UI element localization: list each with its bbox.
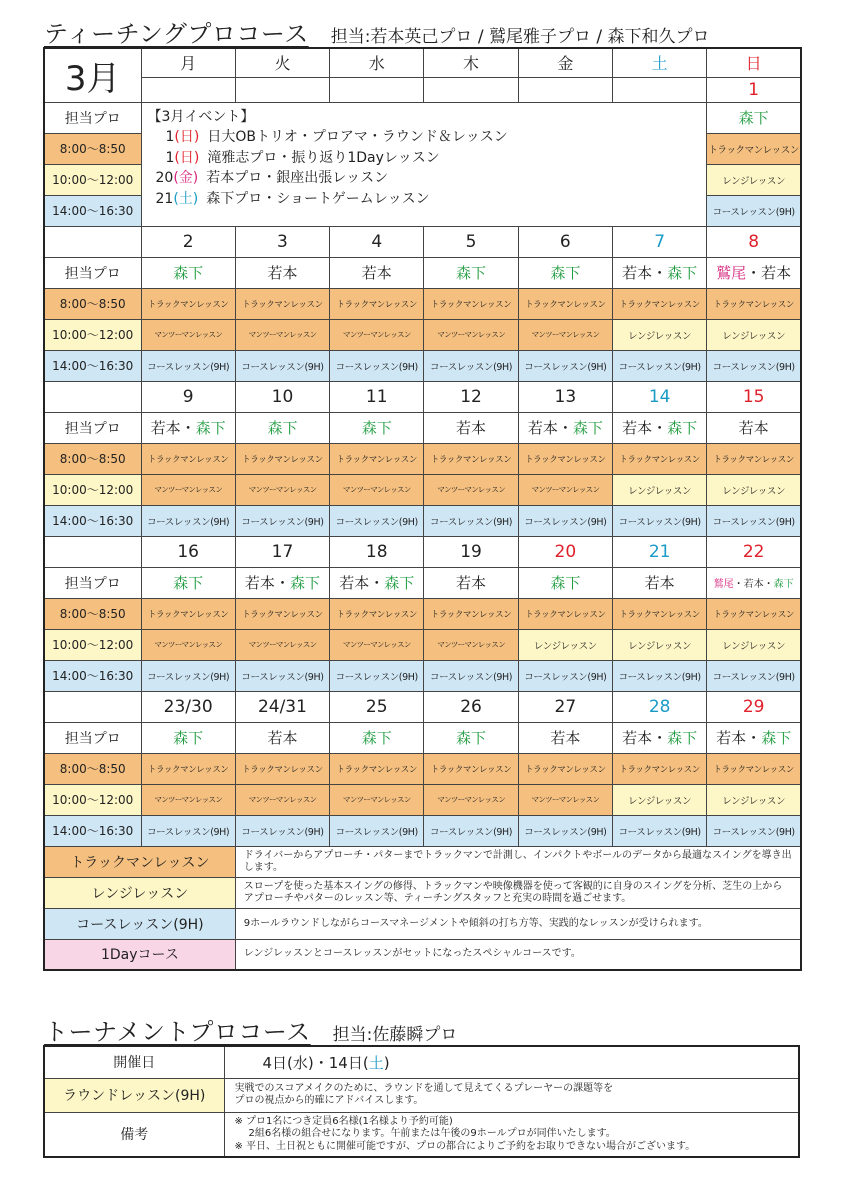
lesson-cell: コースレッスン(9H) [141,505,235,536]
pro-label: 担当プロ [44,102,141,133]
lesson-cell: トラックマンレッスン [707,753,801,784]
pro-name: 森下 [761,729,792,747]
pro-cell [235,412,329,443]
pro-name: 森下 [550,264,581,282]
round-lesson-label: ラウンドレッスン(9H) [44,1078,224,1112]
time-slot-label: 8:00～8:50 [44,288,141,319]
event-open: ( [174,129,180,145]
pro-name: 森下 [773,579,794,590]
events-box [141,102,707,226]
time-slot-label: 8:00～8:50 [44,133,141,164]
tournament-dates [224,1046,799,1078]
event-text: 滝雅志プロ・振り返り1Dayレッスン [207,149,440,166]
pro-name: 森下 [550,574,581,592]
empty-date-cell [518,77,612,102]
date-cell: 29 [707,691,801,722]
lesson-cell: レンジレッスン [707,474,801,505]
lesson-cell: トラックマンレッスン [424,598,518,629]
lesson-cell: マンツーマンレッスン [235,784,329,815]
pro-cell [612,257,706,288]
legend-name: トラックマンレッスン [44,846,235,877]
tournament-instructor: 担当:佐藤瞬プロ [332,1025,458,1045]
lesson-cell: コースレッスン(9H) [518,660,612,691]
empty-date-cell [235,77,329,102]
lesson-cell: コースレッスン(9H) [518,350,612,381]
legend-name: 1Dayコース [44,939,235,970]
time-slot-label: 14:00～16:30 [44,350,141,381]
lesson-cell: レンジレッスン [612,474,706,505]
lesson-cell: マンツーマンレッスン [518,474,612,505]
event-open: ( [173,170,179,186]
pro-cell [707,257,801,288]
time-slot-label: 10:00～12:00 [44,164,141,195]
time-slot-label: 8:00～8:50 [44,753,141,784]
time-slot-label: 10:00～12:00 [44,629,141,660]
week-spacer [44,226,141,257]
date-cell: 26 [424,691,518,722]
pro-name: 森下 [361,729,392,747]
lesson-cell: マンツーマンレッスン [424,784,518,815]
lesson-cell: トラックマンレッスン [707,443,801,474]
time-slot-label: 14:00～16:30 [44,815,141,846]
lesson-cell: コースレッスン(9H) [612,815,706,846]
lesson-cell: コースレッスン(9H) [707,505,801,536]
pro-name: 若本 [644,574,675,592]
lesson-cell: トラックマンレッスン [518,753,612,784]
events-list [148,127,701,209]
lesson-cell: トラックマンレッスン [330,598,424,629]
event-item [148,127,701,148]
lesson-cell: コースレッスン(9H) [518,505,612,536]
events-header: 【3月イベント】 [147,108,255,125]
pro-name: ・ [652,729,668,747]
event-close: ) [192,170,199,186]
legend-description: 9ホールラウンドしながらコースマネージメントや傾斜の打ち方等、実践的なレッスンが受けられます。 [235,908,801,939]
pro-name: 森下 [173,574,204,592]
pro-cell [424,722,518,753]
pro-name: 若本 [716,729,747,747]
lesson-cell: コースレッスン(9H) [612,660,706,691]
pro-name: ・ [652,419,668,437]
lesson-cell: コースレッスン(9H) [612,350,706,381]
lesson-cell: トラックマンレッスン [424,288,518,319]
pro-cell [235,257,329,288]
pro-name: 若本 [456,419,487,437]
pro-cell [612,567,706,598]
time-slot-label: 8:00～8:50 [44,443,141,474]
pro-cell [707,722,801,753]
event-item [148,168,701,189]
empty-date-cell [612,77,706,102]
pro-name: 若本 [339,574,370,592]
pro-label: 担当プロ [44,722,141,753]
lesson-cell: トラックマンレッスン [141,288,235,319]
lesson-cell: トラックマンレッスン [707,598,801,629]
lesson-cell: トラックマンレッスン [235,753,329,784]
legend-name: レンジレッスン [44,877,235,908]
lesson-cell: トラックマンレッスン [707,133,801,164]
pro-name: 森下 [267,419,298,437]
pro-cell [518,722,612,753]
lesson-cell: トラックマンレッスン [235,598,329,629]
note-line: 2組6名様の組合せになります。午前または午後の9ホールプロが同伴いたします。 [248,1128,616,1139]
event-day: 20 [155,170,174,186]
lesson-cell: トラックマンレッスン [141,598,235,629]
pro-cell [707,567,801,598]
time-slot-label: 14:00～16:30 [44,505,141,536]
date-cell: 2 [141,226,235,257]
lesson-cell: レンジレッスン [612,319,706,350]
time-slot-label: 10:00～12:00 [44,784,141,815]
event-item [148,189,701,210]
pro-cell: 森下 [707,102,801,133]
weekday-header: 日 [707,48,801,77]
date-cell: 21 [612,536,706,567]
date-cell: 27 [518,691,612,722]
lesson-cell: トラックマンレッスン [518,443,612,474]
time-slot-label: 8:00～8:50 [44,598,141,629]
lesson-cell: コースレッスン(9H) [330,815,424,846]
lesson-cell: トラックマンレッスン [518,598,612,629]
note-line: ※ 平日、土日祝ともに開催可能ですが、プロの都合によりご予約をお取りできない場合がございます。 [234,1140,696,1152]
lesson-cell: レンジレッスン [612,784,706,815]
date-cell: 6 [518,226,612,257]
date-cell: 9 [141,381,235,412]
pro-cell [330,567,424,598]
pro-name: 若本 [150,419,181,437]
lesson-cell: トラックマンレッスン [235,443,329,474]
lesson-cell: コースレッスン(9H) [424,815,518,846]
lesson-cell: マンツーマンレッスン [518,784,612,815]
event-close: ) [193,129,200,145]
pro-name: 鷲尾 [713,579,734,590]
lesson-cell: トラックマンレッスン [141,753,235,784]
pro-cell [424,567,518,598]
date-cell: 18 [330,536,424,567]
empty-date-cell [330,77,424,102]
date-cell: 17 [235,536,329,567]
lesson-cell: レンジレッスン [707,164,801,195]
lesson-cell: レンジレッスン [612,629,706,660]
legend-description: スロープを使った基本スイングの修得、トラックマンや映像機器を使って客観的に自身のスイングを分析、芝生の上からアプローチやパターのレッスン等、ティーチングスタッフと充実の時間を過ごせます。 [235,877,801,908]
month-label: 3月 [44,48,141,102]
pro-name: 若本 [361,264,392,282]
pro-cell [235,567,329,598]
legend-name: コースレッスン(9H) [44,908,235,939]
time-slot-label: 10:00～12:00 [44,319,141,350]
round-lesson-desc [224,1078,799,1112]
pro-name: 森下 [667,264,698,282]
pro-name: ・ [746,729,762,747]
pro-name: 森下 [195,419,226,437]
pro-name: 若本 [550,729,581,747]
pro-name: 森下 [361,419,392,437]
legend-description: レンジレッスンとコースレッスンがセットになったスペシャルコースです。 [235,939,801,970]
event-open: ( [173,190,179,207]
pro-name: 若本 [622,264,653,282]
pro-name: 森下 [173,264,204,282]
lesson-cell: コースレッスン(9H) [424,660,518,691]
lesson-cell: トラックマンレッスン [330,753,424,784]
pro-name: 若本 [244,574,275,592]
lesson-cell: コースレッスン(9H) [235,815,329,846]
pro-cell [518,257,612,288]
lesson-cell: コースレッスン(9H) [424,505,518,536]
pro-cell [141,412,235,443]
date-cell: 12 [424,381,518,412]
pro-name: 若本 [267,264,298,282]
date-label: 開催日 [44,1046,224,1078]
event-day: 21 [155,190,174,207]
lesson-cell: マンツーマンレッスン [424,629,518,660]
pro-name: 森下 [289,574,320,592]
lesson-cell: マンツーマンレッスン [141,629,235,660]
date-cell: 13 [518,381,612,412]
pro-name: ・ [557,419,573,437]
lesson-cell: コースレッスン(9H) [707,815,801,846]
note-line: ※ プロ1名につき定員6名様(1名様より予約可能) [234,1115,453,1127]
legend-description: ドライバーからアプローチ・パターまでトラックマンで計測し、インパクトやボールのデータから最適なスイングを導き出します。 [235,846,801,877]
pro-cell [235,722,329,753]
event-day: 1 [165,149,175,166]
week-spacer [44,691,141,722]
lesson-cell: トラックマンレッスン [141,443,235,474]
pro-label: 担当プロ [44,257,141,288]
date-cell: 1 [707,77,801,102]
lesson-cell: コースレッスン(9H) [330,350,424,381]
lesson-cell: マンツーマンレッスン [518,319,612,350]
weekday-header: 水 [330,48,424,77]
lesson-cell: トラックマンレッスン [424,443,518,474]
date-cell: 20 [518,536,612,567]
lesson-cell: コースレッスン(9H) [141,350,235,381]
pro-label: 担当プロ [44,412,141,443]
pro-name: 森下 [572,419,603,437]
pro-name: 若本 [738,419,769,437]
pro-cell [330,257,424,288]
date-cell: 11 [330,381,424,412]
dates-text: 4日(水)・14日( [262,1053,369,1072]
pro-name: ・ [180,419,196,437]
teaching-header [44,14,710,49]
pro-name: 若本 [527,419,558,437]
lesson-cell: マンツーマンレッスン [330,629,424,660]
teaching-instructors: 担当:若本英己プロ / 鷲尾雅子プロ / 森下和久プロ [330,27,710,47]
weekday-header: 月 [141,48,235,77]
tournament-table [43,1045,800,1158]
desc-line: 実戦でのスコアメイクのために、ラウンドを通して見えてくるプレーヤーの課題等を [234,1082,614,1094]
teaching-title: ティーチングプロコース [44,20,309,48]
notes-label: 備考 [44,1112,224,1157]
pro-name: ・ [369,574,385,592]
lesson-calendar [43,47,802,971]
pro-name: 森下 [173,729,204,747]
date-cell: 24/31 [235,691,329,722]
pro-name: 森下 [384,574,415,592]
pro-cell [141,722,235,753]
week-spacer [44,381,141,412]
lesson-cell: トラックマンレッスン [707,288,801,319]
lesson-cell: マンツーマンレッスン [141,784,235,815]
lesson-cell: コースレッスン(9H) [141,660,235,691]
lesson-cell: コースレッスン(9H) [141,815,235,846]
pro-name: ・ [274,574,290,592]
pro-cell [612,412,706,443]
date-cell: 14 [612,381,706,412]
pro-name: 若本 [622,419,653,437]
pro-name: 若本 [456,574,487,592]
lesson-cell: トラックマンレッスン [612,753,706,784]
pro-name: 鷲尾 [716,264,747,282]
pro-name: ・若本 [746,264,792,282]
saturday-mark: 土 [368,1053,384,1072]
date-cell: 15 [707,381,801,412]
date-cell: 22 [707,536,801,567]
lesson-cell: マンツーマンレッスン [330,319,424,350]
pro-cell [612,722,706,753]
tournament-header [44,1012,457,1047]
date-cell: 5 [424,226,518,257]
lesson-cell: マンツーマンレッスン [235,474,329,505]
empty-date-cell [141,77,235,102]
lesson-cell: レンジレッスン [707,784,801,815]
lesson-cell: マンツーマンレッスン [424,319,518,350]
notes-cell [224,1112,799,1157]
date-cell: 7 [612,226,706,257]
event-text: 若本プロ・銀座出張レッスン [206,170,389,186]
date-cell: 10 [235,381,329,412]
lesson-cell: マンツーマンレッスン [330,474,424,505]
lesson-cell: マンツーマンレッスン [141,474,235,505]
pro-name: 森下 [456,264,487,282]
event-dow: 土 [178,190,193,207]
pro-cell [424,412,518,443]
date-cell: 4 [330,226,424,257]
empty-date-cell [424,77,518,102]
event-item [148,148,701,169]
lesson-cell: マンツーマンレッスン [235,629,329,660]
lesson-cell: マンツーマンレッスン [235,319,329,350]
lesson-cell: トラックマンレッスン [235,288,329,319]
lesson-cell: コースレッスン(9H) [235,505,329,536]
date-cell: 25 [330,691,424,722]
pro-cell [330,412,424,443]
event-text: 日大OBトリオ・プロアマ・ラウンド＆レッスン [207,129,508,145]
time-slot-label: 10:00～12:00 [44,474,141,505]
lesson-cell: コースレッスン(9H) [612,505,706,536]
date-cell: 23/30 [141,691,235,722]
lesson-cell: コースレッスン(9H) [518,815,612,846]
pro-name: 森下 [667,729,698,747]
lesson-cell: レンジレッスン [707,629,801,660]
weekday-header: 金 [518,48,612,77]
pro-cell [141,567,235,598]
date-cell: 16 [141,536,235,567]
pro-cell [141,257,235,288]
lesson-cell: コースレッスン(9H) [707,660,801,691]
lesson-cell: トラックマンレッスン [424,753,518,784]
date-cell: 19 [424,536,518,567]
lesson-cell: マンツーマンレッスン [424,474,518,505]
lesson-cell: トラックマンレッスン [612,443,706,474]
lesson-cell: コースレッスン(9H) [235,660,329,691]
weekday-header: 土 [612,48,706,77]
event-close: ) [192,190,199,207]
pro-cell [518,567,612,598]
lesson-cell: マンツーマンレッスン [330,784,424,815]
lesson-cell: コースレッスン(9H) [235,350,329,381]
pro-name: 森下 [456,729,487,747]
pro-cell [424,257,518,288]
lesson-cell: トラックマンレッスン [330,288,424,319]
event-dow: 日 [179,129,194,145]
pro-cell [330,722,424,753]
time-slot-label: 14:00～16:30 [44,195,141,226]
lesson-cell: トラックマンレッスン [330,443,424,474]
weekday-header: 木 [424,48,518,77]
weekday-header: 火 [235,48,329,77]
event-close: ) [193,149,200,166]
lesson-cell: マンツーマンレッスン [141,319,235,350]
pro-label: 担当プロ [44,567,141,598]
pro-name: 森下 [667,419,698,437]
pro-cell [707,412,801,443]
lesson-cell: トラックマンレッスン [612,598,706,629]
lesson-cell: コースレッスン(9H) [707,195,801,226]
pro-name: 若本 [267,729,298,747]
lesson-cell: コースレッスン(9H) [707,350,801,381]
lesson-cell: トラックマンレッスン [518,288,612,319]
event-day: 1 [165,129,175,145]
event-text: 森下プロ・ショートゲームレッスン [206,190,430,207]
week-spacer [44,536,141,567]
date-cell: 28 [612,691,706,722]
dates-close: ) [383,1053,390,1072]
desc-line: プロの視点から的確にアドバイスします。 [234,1095,424,1106]
tournament-title: トーナメントプロコース [44,1018,311,1046]
lesson-cell: トラックマンレッスン [612,288,706,319]
pro-name: ・ [652,264,668,282]
time-slot-label: 14:00～16:30 [44,660,141,691]
date-cell: 8 [707,226,801,257]
event-open: ( [174,149,180,166]
date-cell: 3 [235,226,329,257]
pro-cell [518,412,612,443]
lesson-cell: コースレッスン(9H) [330,660,424,691]
lesson-cell: コースレッスン(9H) [330,505,424,536]
pro-name: ・若本・ [733,579,774,590]
lesson-cell: コースレッスン(9H) [424,350,518,381]
lesson-cell: レンジレッスン [518,629,612,660]
event-dow: 日 [179,149,194,166]
event-dow: 金 [178,170,193,186]
pro-name: 若本 [622,729,653,747]
lesson-cell: レンジレッスン [707,319,801,350]
